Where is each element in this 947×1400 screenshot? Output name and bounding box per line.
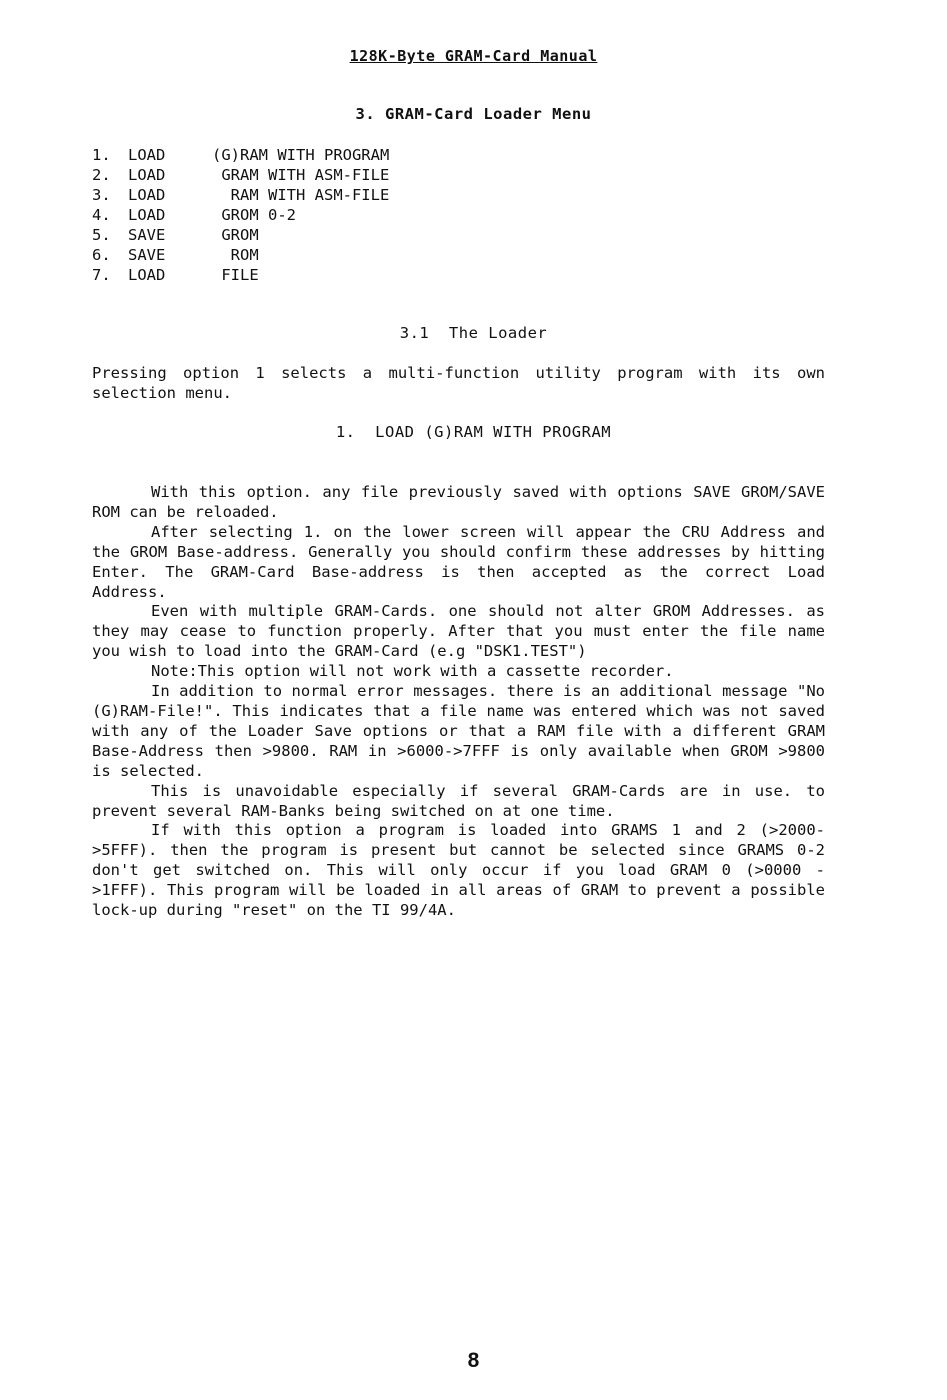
menu-item-verb: LOAD <box>128 186 166 204</box>
menu-item-number: 5. <box>92 226 111 244</box>
menu-item-verb: LOAD <box>128 266 166 284</box>
paragraph: With this option. any file previously saved with options SAVE GROM/SAVE ROM can be reloaded. <box>92 483 825 521</box>
menu-item-number: 4. <box>92 206 111 224</box>
menu-item-verb: LOAD <box>128 146 166 164</box>
menu-item-text: GROM 0-2 <box>212 206 296 224</box>
menu-item <box>92 145 389 165</box>
menu-item <box>92 165 389 185</box>
menu-item-text: GRAM WITH ASM-FILE <box>212 166 390 184</box>
paragraph: This is unavoidable especially if several GRAM-Cards are in use. to prevent several RAM-Banks being switched on at one time. <box>92 781 825 820</box>
running-header: 128K-Byte GRAM-Card Manual <box>349 47 598 65</box>
menu-item-verb: SAVE <box>128 246 166 264</box>
menu-item-text: ROM <box>212 246 259 264</box>
menu-item-number: 6. <box>92 246 111 264</box>
paragraph: After selecting 1. on the lower screen will appear the CRU Address and the GROM Base-address. Generally you should confirm these addresses by hitting Enter. The GRAM-Card Base-address is then accepted as the correct Load Address. <box>92 522 825 601</box>
loader-menu-list <box>92 145 389 285</box>
paragraph: If with this option a program is loaded into GRAMS 1 and 2 (>2000->5FFF). then the program is present but cannot be selected since GRAMS 0-2 don't get switched on. This will only occur if you load GRAM 0 (>0000 - >1FFF). This program will be loaded in all areas of GRAM to prevent a possible lock-up during "reset" on the TI 99/4A. <box>92 821 825 920</box>
menu-item <box>92 185 389 205</box>
menu-item-number: 3. <box>92 186 111 204</box>
menu-item-verb: SAVE <box>128 226 166 244</box>
page-number: 8 <box>467 1349 480 1372</box>
intro-paragraph: Pressing option 1 selects a multi-function utility program with its own selection menu. <box>92 364 825 402</box>
menu-item-number: 2. <box>92 166 111 184</box>
paragraph: Note:This option will not work with a cassette recorder. <box>151 662 674 681</box>
menu-item <box>92 245 389 265</box>
section-title: 3. GRAM-Card Loader Menu <box>355 105 592 123</box>
menu-item <box>92 225 389 245</box>
menu-item <box>92 265 389 285</box>
paragraph: Even with multiple GRAM-Cards. one should not alter GROM Addresses. as they may cease to function properly. After that you must enter the file name you wish to load into the GRAM-Card (e.g "DSK1.TEST") <box>92 602 825 661</box>
menu-item-number: 1. <box>92 146 111 164</box>
subsection-title: 3.1 The Loader <box>399 324 548 342</box>
menu-item-text: GROM <box>212 226 259 244</box>
menu-item-text: FILE <box>212 266 259 284</box>
menu-item-number: 7. <box>92 266 111 284</box>
option-title: 1. LOAD (G)RAM WITH PROGRAM <box>335 423 612 441</box>
menu-item-verb: LOAD <box>128 206 166 224</box>
menu-item-text: (G)RAM WITH PROGRAM <box>212 146 390 164</box>
body-text <box>92 483 825 921</box>
menu-item-verb: LOAD <box>128 166 166 184</box>
menu-item-text: RAM WITH ASM-FILE <box>212 186 390 204</box>
menu-item <box>92 205 389 225</box>
paragraph: In addition to normal error messages. there is an additional message "No (G)RAM-File!". This indicates that a file name was entered which was not saved with any of the Loader Save options or that a RAM file with a different GRAM Base-Address then >9800. RAM in >6000->7FFF is only available when GROM >9800 is selected. <box>92 682 825 780</box>
